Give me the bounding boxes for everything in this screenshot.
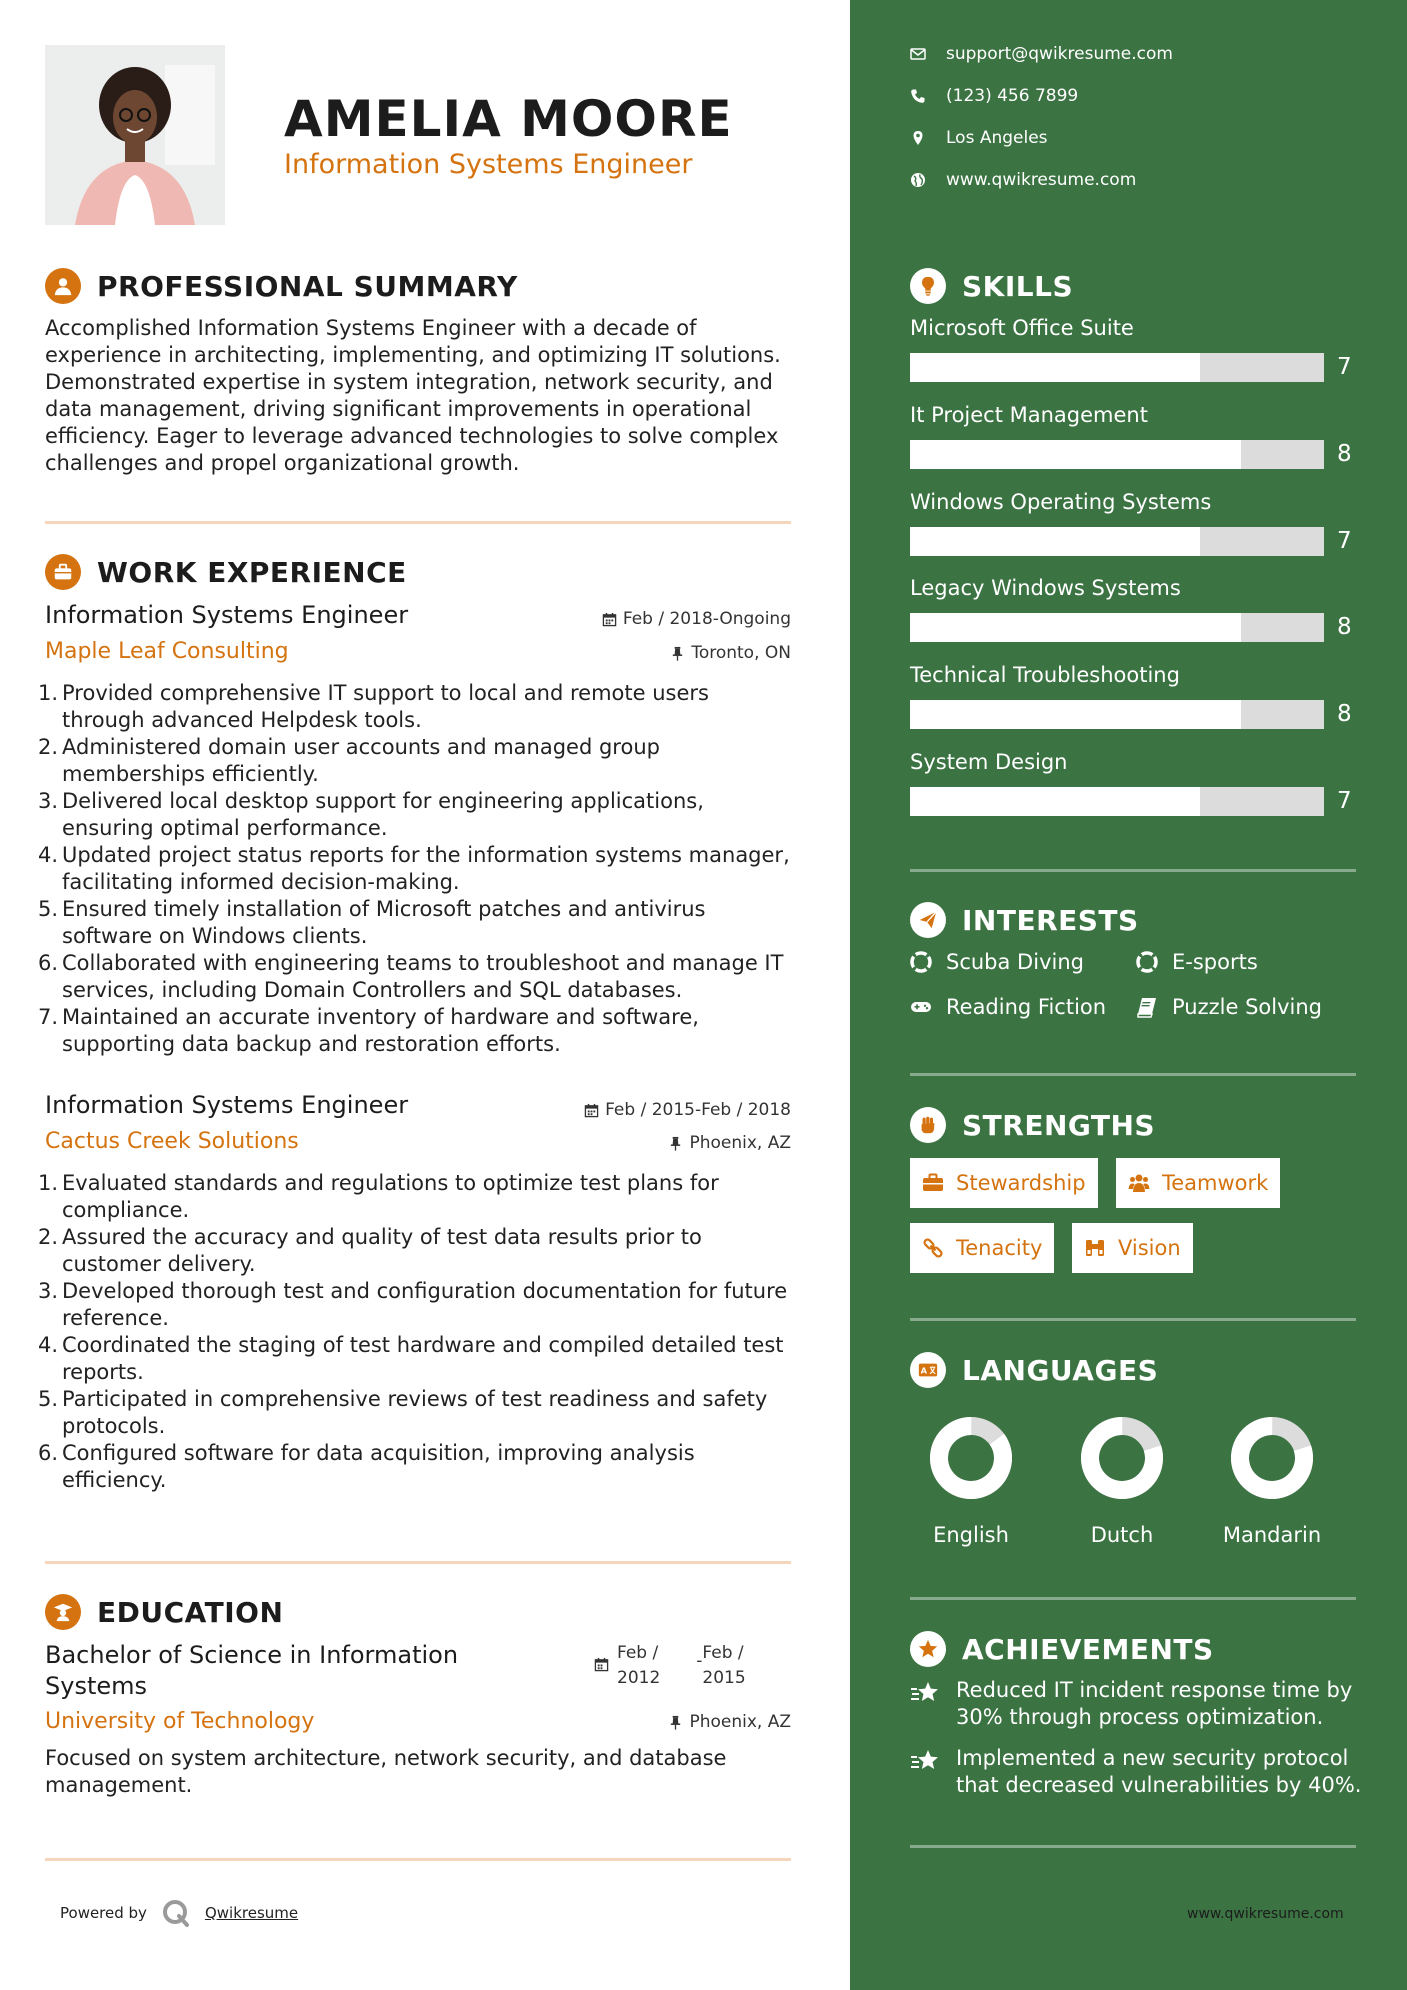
sidebar <box>850 0 1407 1990</box>
calendar-icon <box>594 1657 609 1672</box>
lifebuoy-icon <box>1136 951 1158 973</box>
pin-icon <box>670 646 685 661</box>
work-header <box>45 554 407 590</box>
company-name: Cactus Creek Solutions <box>45 1129 299 1154</box>
skill-bar <box>910 527 1324 556</box>
list-item: 1. Evaluated standards and regulations to optimize test plans for compliance. <box>38 1171 719 1222</box>
link-icon <box>922 1237 944 1259</box>
summary-header <box>45 268 518 304</box>
interest-item: Puzzle Solving <box>1136 995 1322 1019</box>
section-title: SKILLS <box>962 269 1074 303</box>
skill-value: 8 <box>1337 441 1352 467</box>
list-item: 5. Ensured timely installation of Microsoft patches and antivirus software on Windows clients. <box>38 897 706 948</box>
calendar-icon <box>602 612 617 627</box>
skill-value: 8 <box>1337 614 1352 640</box>
job-location: Toronto, ON <box>670 643 791 663</box>
footer-website[interactable]: www.qwikresume.com <box>1187 1906 1344 1922</box>
skill-bar <box>910 700 1324 729</box>
contact-website[interactable]: www.qwikresume.com <box>910 170 1136 190</box>
contact-email[interactable]: support@qwikresume.com <box>910 44 1173 64</box>
language-name: Dutch <box>1090 1523 1154 1547</box>
language-level-donut <box>928 1415 1014 1501</box>
lightbulb-icon <box>910 268 946 304</box>
job-location: Phoenix, AZ <box>668 1133 791 1153</box>
list-item: 6. Collaborated with engineering teams to troubleshoot and manage IT services, including Domain Controllers and SQL databases. <box>38 951 784 1002</box>
education-dates: Feb / 2012 - Feb / 2015 <box>594 1641 786 1691</box>
divider <box>910 1318 1356 1321</box>
job-bullets <box>38 1170 798 1494</box>
interest-item: Scuba Diving <box>910 950 1084 974</box>
achievements-header <box>910 1631 1214 1667</box>
list-item: 5. Participated in comprehensive reviews of test readiness and safety protocols. <box>38 1387 768 1438</box>
language-level-donut <box>1229 1415 1315 1501</box>
section-title: WORK EXPERIENCE <box>97 555 407 589</box>
strengths-header <box>910 1107 1155 1143</box>
job-title: Information Systems Engineer <box>45 601 409 629</box>
skill-name: Legacy Windows Systems <box>910 576 1181 600</box>
language-item <box>1197 1415 1347 1547</box>
list-item: 4. Coordinated the staging of test hardware and compiled detailed test reports. <box>38 1333 784 1384</box>
job-title: Information Systems Engineer <box>45 1091 409 1119</box>
profile-photo <box>45 45 225 225</box>
strength-tag: Stewardship <box>910 1158 1098 1208</box>
skill-bar-fill <box>910 700 1241 729</box>
list-item: 3. Delivered local desktop support for engineering applications, ensuring optimal performance. <box>38 789 704 840</box>
skill-bar-fill <box>910 440 1241 469</box>
language-item <box>1047 1415 1197 1547</box>
skill-value: 7 <box>1337 528 1352 554</box>
svg-text:A: A <box>920 1365 928 1376</box>
list-item: 2. Administered domain user accounts and managed group memberships efficiently. <box>38 735 660 786</box>
list-item: 4. Updated project status reports for the information systems manager, facilitating informed decision-making. <box>38 843 790 894</box>
gamepad-icon <box>910 996 932 1018</box>
users-icon <box>1128 1172 1150 1194</box>
section-title: EDUCATION <box>97 1595 284 1629</box>
interest-item: Reading Fiction <box>910 995 1106 1019</box>
paper-plane-icon <box>910 902 946 938</box>
user-icon <box>45 268 81 304</box>
company-name: Maple Leaf Consulting <box>45 639 289 664</box>
summary-text: Accomplished Information Systems Engineer with a decade of experience in architecting, implementing, and optimizing IT solutions. Demonstrated expertise in system integration, network security, and data management, driving significant improvements in operational efficiency. Eager to leverage advanced technologies to solve complex challenges and propel organizational growth. <box>45 316 781 475</box>
skill-name: It Project Management <box>910 403 1148 427</box>
education-location: Phoenix, AZ <box>668 1712 791 1732</box>
list-item: 7. Maintained an accurate inventory of hardware and software, supporting data backup and restoration efforts. <box>38 1005 699 1056</box>
section-title: ACHIEVEMENTS <box>962 1632 1214 1666</box>
interests-header <box>910 902 1139 938</box>
fist-icon <box>910 1107 946 1143</box>
skill-bar <box>910 787 1324 816</box>
skills-header <box>910 268 1073 304</box>
language-level-arc <box>928 1415 1014 1501</box>
strength-tag: Teamwork <box>1116 1158 1280 1208</box>
contact-location: Los Angeles <box>910 128 1048 148</box>
section-title: STRENGTHS <box>962 1108 1156 1142</box>
graduate-icon <box>45 1594 81 1630</box>
language-name: Mandarin <box>1222 1523 1322 1547</box>
envelope-icon <box>910 46 926 62</box>
star-icon <box>910 1679 940 1709</box>
map-marker-icon <box>910 130 926 146</box>
skill-name: Microsoft Office Suite <box>910 316 1134 340</box>
globe-icon <box>910 172 926 188</box>
strength-tag: Vision <box>1072 1223 1193 1273</box>
contact-phone[interactable]: (123) 456 7899 <box>910 86 1078 106</box>
star-icon <box>910 1747 940 1777</box>
skill-name: Windows Operating Systems <box>910 490 1212 514</box>
pin-icon <box>668 1136 683 1151</box>
education-header <box>45 1594 283 1630</box>
strength-tag: Tenacity <box>910 1223 1054 1273</box>
divider <box>45 1561 791 1564</box>
divider <box>910 1845 1356 1848</box>
phone-icon <box>910 88 926 104</box>
achievement-item: Implemented a new security protocol that decreased vulnerabilities by 40%. <box>910 1745 1370 1799</box>
list-item: 2. Assured the accuracy and quality of test data results prior to customer delivery. <box>38 1225 702 1276</box>
skill-name: System Design <box>910 750 1068 774</box>
achievement-item: Reduced IT incident response time by 30% through process optimization. <box>910 1677 1370 1731</box>
book-icon <box>1136 996 1158 1018</box>
powered-by: Powered by Qwikresume <box>60 1898 298 1928</box>
languages-header <box>910 1352 1158 1388</box>
skill-name: Technical Troubleshooting <box>910 663 1180 687</box>
skill-bar <box>910 613 1324 642</box>
section-title: PROFESSIONAL SUMMARY <box>97 269 518 303</box>
skill-bar-fill <box>910 527 1200 556</box>
skill-value: 8 <box>1337 701 1352 727</box>
section-title: LANGUAGES <box>962 1353 1159 1387</box>
calendar-icon <box>584 1103 599 1118</box>
divider <box>910 1597 1356 1600</box>
language-item <box>896 1415 1046 1547</box>
skill-bar <box>910 440 1324 469</box>
skill-bar-fill <box>910 613 1241 642</box>
divider <box>45 1858 791 1861</box>
lifebuoy-icon <box>910 951 932 973</box>
binoculars-icon <box>1084 1237 1106 1259</box>
skill-value: 7 <box>1337 354 1352 380</box>
skill-bar-fill <box>910 353 1200 382</box>
skill-value: 7 <box>1337 788 1352 814</box>
qwikresume-link[interactable]: Qwikresume <box>204 1904 299 1922</box>
section-title: INTERESTS <box>962 903 1139 937</box>
job-dates: Feb / 2015-Feb / 2018 <box>584 1100 791 1120</box>
candidate-title: Information Systems Engineer <box>284 149 693 180</box>
language-name: English <box>933 1523 1009 1547</box>
pin-icon <box>668 1715 683 1730</box>
divider <box>910 869 1356 872</box>
language-icon <box>910 1352 946 1388</box>
skill-bar <box>910 353 1324 382</box>
language-level-donut <box>1079 1415 1165 1501</box>
list-item: 3. Developed thorough test and configuration documentation for future reference. <box>38 1279 788 1330</box>
interest-item: E-sports <box>1136 950 1258 974</box>
star-badge-icon <box>910 1631 946 1667</box>
skill-bar-fill <box>910 787 1200 816</box>
school-name: University of Technology <box>45 1709 315 1734</box>
job-bullets <box>38 680 798 1058</box>
divider <box>910 1073 1356 1076</box>
list-item: 1. Provided comprehensive IT support to local and remote users through advanced Helpdesk tools. <box>38 681 709 732</box>
briefcase-icon <box>45 554 81 590</box>
briefcase-icon <box>922 1172 944 1194</box>
job-dates: Feb / 2018-Ongoing <box>602 609 791 629</box>
qwikresume-logo-icon <box>161 1898 191 1928</box>
divider <box>45 521 791 524</box>
list-item: 6. Configured software for data acquisition, improving analysis efficiency. <box>38 1441 695 1492</box>
degree-title: Bachelor of Science in Information Systems <box>45 1641 459 1700</box>
candidate-name: AMELIA MOORE <box>284 90 733 148</box>
education-description: Focused on system architecture, network security, and database management. <box>45 1746 727 1797</box>
